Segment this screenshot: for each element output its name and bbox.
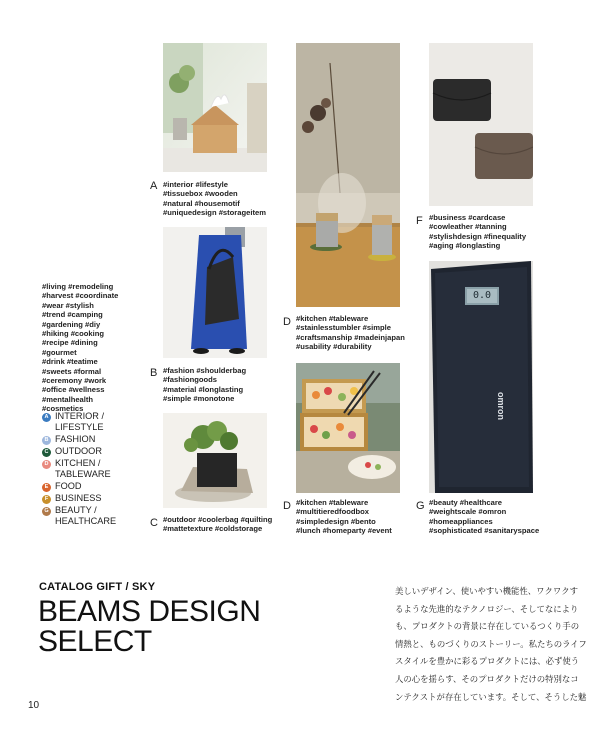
tag-line: #recipe #dining — [42, 338, 98, 348]
coolerbag-illustration — [163, 413, 267, 508]
paragraph-line: 美しいデザイン、使いやすい機能性、ワクワクす — [395, 586, 578, 596]
legend-label — [55, 411, 104, 433]
tag-line: #sweets #formal — [42, 366, 102, 376]
shoulderbag-illustration — [163, 227, 267, 358]
legend-item-interior — [42, 411, 116, 433]
category-badge: C — [42, 448, 51, 457]
tag-line: #mentalhealth — [42, 394, 94, 404]
tag-line: #drink #teatime — [42, 357, 98, 367]
legend-label — [55, 481, 82, 492]
paragraph-line: ンテクストが存在しています。そして、そうした魅 — [395, 691, 587, 702]
tissuebox-illustration — [163, 43, 267, 172]
product-tags-c — [163, 515, 272, 534]
paragraph-line: も、プロダクトの背景に存在しているつくり手の — [395, 621, 580, 632]
tag-line: #stainlesstumbler #simple — [296, 323, 391, 333]
paragraph-line: スタイルを豊かに彩るプロダクトには、必ず使う — [395, 656, 580, 667]
legend-label-line: OUTDOOR — [55, 446, 102, 456]
legend-label-line: KITCHEN / — [55, 458, 101, 468]
legend-label-line: LIFESTYLE — [55, 422, 104, 432]
paragraph-line: るような先進的なテクノロジー、そしてなにより — [395, 603, 579, 614]
legend-label — [55, 446, 102, 457]
legend-item-food — [42, 481, 116, 492]
category-badge: A — [42, 413, 51, 422]
tag-line: #simple #monotone — [163, 394, 235, 404]
scale-display-readout: 0.0 — [473, 290, 492, 301]
intro-paragraph — [395, 583, 587, 706]
tag-line: #gourmet — [42, 347, 77, 357]
legend-item-kitchen — [42, 458, 116, 480]
paragraph-line: 人の心を揺らす、そのプロダクトだけの特別なコ — [395, 673, 579, 684]
product-letter-d1: D — [283, 316, 291, 328]
legend-label-line: TABLEWARE — [55, 469, 111, 479]
tag-line: #living #remodeling — [42, 282, 114, 291]
category-badge: E — [42, 483, 51, 492]
legend-label-line: FASHION — [55, 434, 96, 444]
legend-label — [55, 505, 116, 527]
title-line: SELECT — [38, 625, 152, 658]
tag-line: #office #wellness — [42, 385, 105, 395]
tag-line: #kitchen #tableware — [296, 314, 369, 323]
tag-line: #simpledesign #bento — [296, 516, 376, 526]
tag-line: #cosmetics — [42, 404, 84, 414]
legend-item-beauty — [42, 505, 116, 527]
product-photo-bento — [296, 363, 400, 493]
tag-line: #usability #durability — [296, 342, 372, 352]
product-tags-d1 — [296, 314, 405, 352]
tag-line: #trend #camping — [42, 310, 103, 320]
tag-line: #cowleather #tanning — [429, 222, 507, 232]
tag-line: #lunch #homeparty #event — [296, 526, 392, 536]
legend-label-line: HEALTHCARE — [55, 516, 117, 526]
category-badge: F — [42, 495, 51, 504]
cardcase-illustration — [429, 43, 533, 206]
legend-label — [55, 458, 111, 480]
product-photo-coolerbag — [163, 413, 267, 508]
category-badge: B — [42, 436, 51, 445]
legend-label-line: FOOD — [55, 481, 82, 491]
product-letter-b: B — [150, 367, 158, 379]
product-letter-c: C — [150, 517, 158, 529]
tag-line: #ceremony #work — [42, 376, 107, 386]
tag-line: #wear #stylish — [42, 300, 94, 310]
legend-label-line: BUSINESS — [55, 493, 102, 503]
page-title — [38, 597, 260, 657]
tag-line: #tissuebox #wooden — [163, 189, 238, 199]
legend-item-fashion — [42, 434, 116, 445]
product-letter-f: F — [416, 215, 423, 227]
title-line: BEAMS DESIGN — [38, 595, 261, 628]
legend-item-outdoor — [42, 446, 116, 457]
product-tags-d2 — [296, 498, 392, 536]
product-photo-tissuebox — [163, 43, 267, 172]
tag-line: #aging #longlasting — [429, 241, 501, 251]
legend-label-line: BEAUTY / — [55, 505, 97, 515]
product-photo-cardcase — [429, 43, 533, 206]
tag-line: #craftsmanship #madeinjapan — [296, 332, 405, 342]
bento-illustration — [296, 363, 400, 493]
tag-line: #beauty #healthcare — [429, 498, 503, 507]
tag-line: #outdoor #coolerbag #quilting — [163, 515, 273, 524]
tag-line: #gardening #diy — [42, 319, 101, 329]
category-legend — [42, 411, 116, 528]
tag-line: #fashiongoods — [163, 375, 218, 385]
legend-label — [55, 434, 95, 445]
tag-line: #hiking #cooking — [42, 329, 105, 339]
tag-line: #sophisticated #sanitaryspace — [429, 526, 540, 536]
tag-line: #natural #housemotif — [163, 198, 240, 208]
tag-line: #kitchen #tableware — [296, 498, 369, 507]
product-photo-shoulderbag — [163, 227, 267, 358]
tag-line: #harvest #coordinate — [42, 291, 119, 301]
tag-line: #business #cardcase — [429, 213, 506, 222]
tag-line: #material #longlasting — [163, 384, 244, 394]
legend-label-line: INTERIOR / — [55, 411, 105, 421]
tag-line: #stylishdesign #finequality — [429, 231, 527, 241]
page-number: 10 — [28, 700, 40, 711]
product-tags-a — [163, 180, 266, 218]
paragraph-line: 情熱と、ものづくりのストーリー。私たちのライフ — [395, 638, 587, 649]
legend-item-business — [42, 493, 116, 504]
product-tags-g — [429, 498, 539, 536]
legend-label — [55, 493, 101, 504]
tag-line: #homeappliances — [429, 516, 493, 526]
tag-line: #mattetexture #coldstorage — [163, 524, 263, 534]
tag-line: #uniquedesign #storageitem — [163, 208, 266, 218]
tag-line: #weightscale #omron — [429, 507, 507, 517]
product-tags-f — [429, 213, 526, 251]
tumbler-illustration — [296, 43, 400, 307]
category-badge: G — [42, 507, 51, 516]
product-photo-tumbler — [296, 43, 400, 307]
product-letter-g: G — [416, 500, 425, 512]
tag-line: #interior #lifestyle — [163, 180, 228, 189]
catalog-label: CATALOG GIFT / SKY — [39, 581, 156, 593]
product-photo-weightscale — [429, 261, 533, 493]
product-tags-b — [163, 366, 246, 404]
left-tag-list — [42, 282, 118, 414]
category-badge: D — [42, 460, 51, 469]
tag-line: #fashion #shoulderbag — [163, 366, 247, 375]
product-letter-a: A — [150, 180, 158, 192]
scale-brand-logo: omron — [496, 392, 506, 420]
product-letter-d2: D — [283, 500, 291, 512]
tag-line: #multitieredfoodbox — [296, 507, 369, 517]
